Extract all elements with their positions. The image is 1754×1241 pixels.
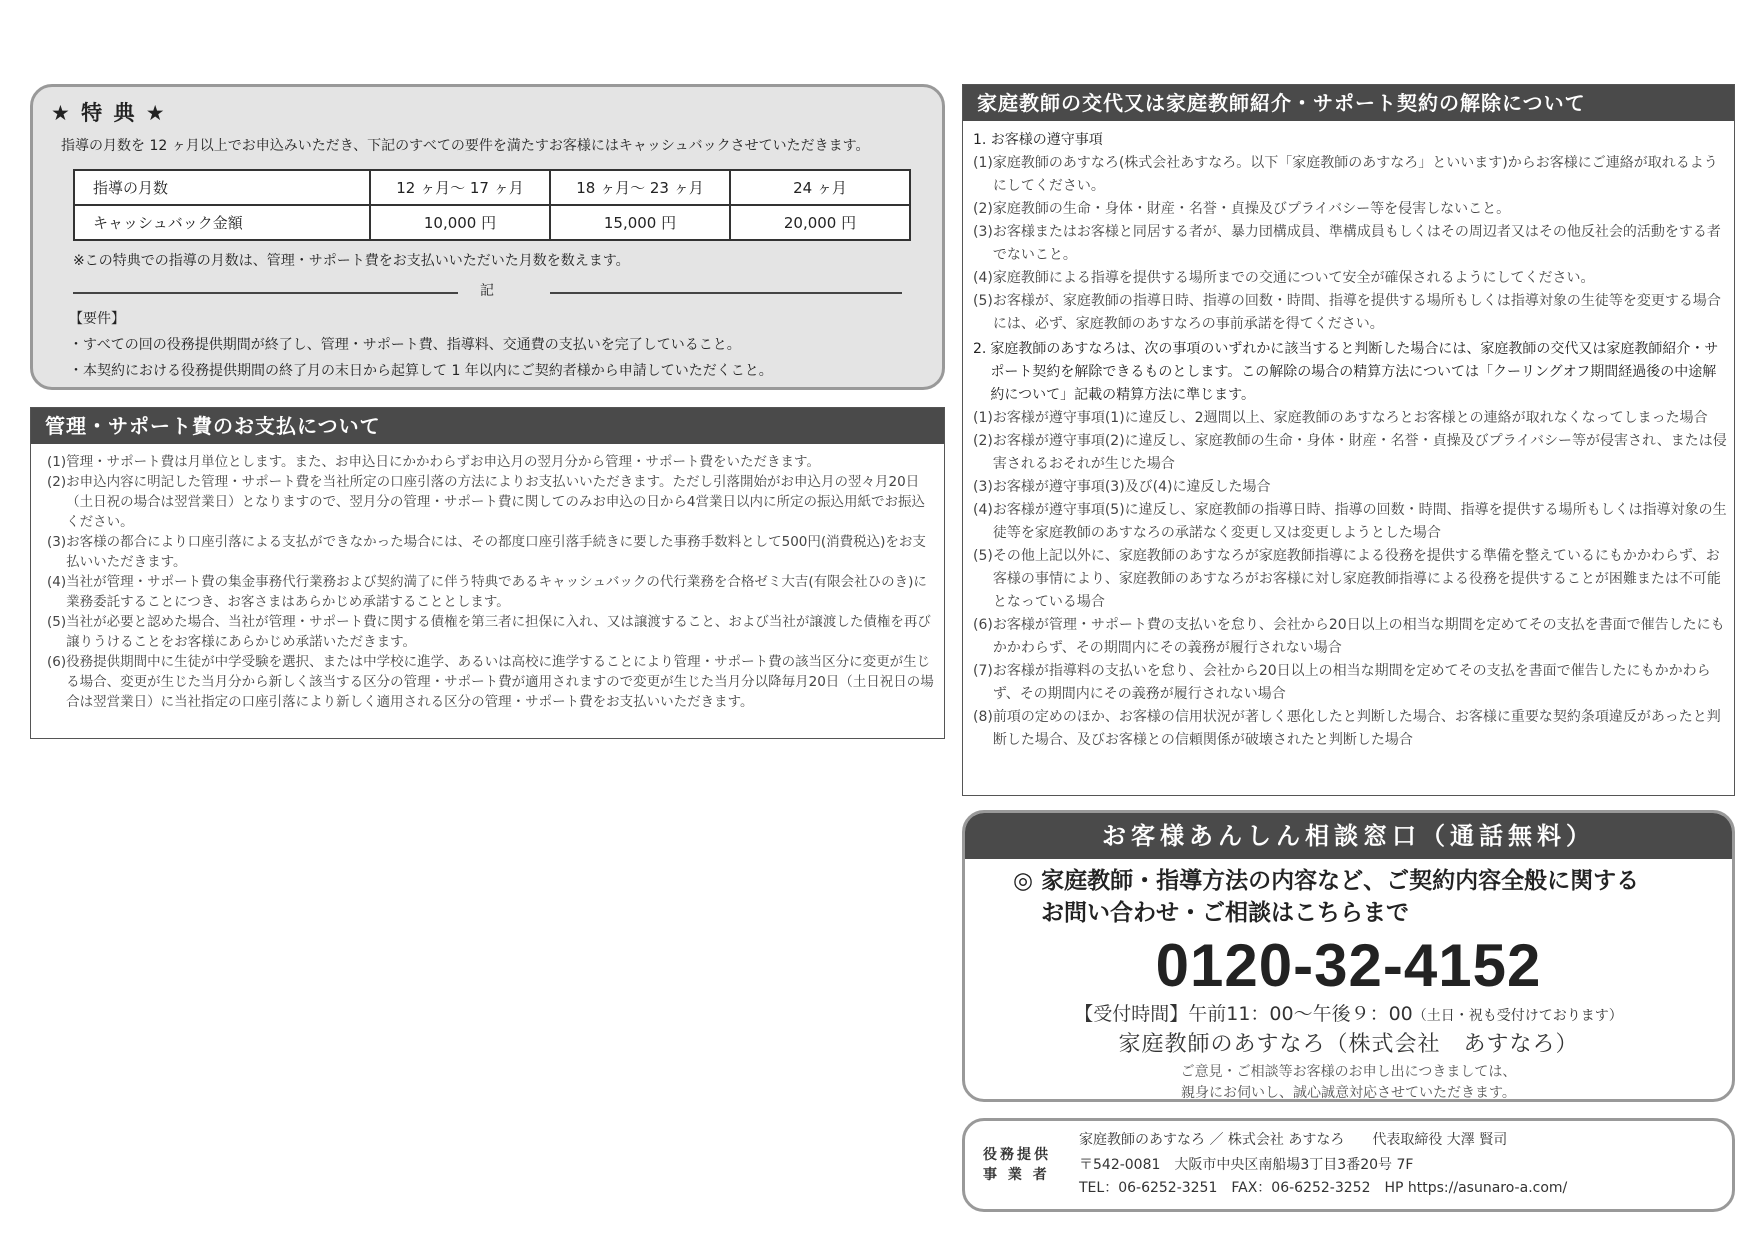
table-cell: 20,000 円: [730, 205, 910, 240]
tokuten-panel: [30, 84, 945, 390]
list-item: [973, 660, 1728, 706]
requirement-item: ・本契約における役務提供期間の終了月の末日から起算して 1 年以内にご契約者様から申請していただくこと。: [69, 363, 773, 379]
list-item: [973, 545, 1728, 614]
list-item: [973, 152, 1728, 198]
list-item: [973, 499, 1728, 545]
koutai-title: 家庭教師の交代又は家庭教師紹介・サポート契約の解除について: [963, 85, 1734, 121]
list-item: [973, 198, 1728, 221]
list-item: [973, 476, 1728, 499]
list-item: [973, 407, 1728, 430]
list-item: [47, 472, 937, 532]
list-item: [973, 614, 1728, 660]
divider: [550, 292, 902, 294]
item-text: 当社が必要と認めた場合、当社が管理・サポート費に関する債権を第三者に担保に入れ、又は譲渡すること、および当社が譲渡した債権を再び譲りうけることをお客様にあらかじめ承諾いただきます。: [66, 614, 931, 650]
item-text: 管理・サポート費は月単位とします。また、お申込日にかかわらずお申込月の翌月分から管理・サポート費をいただきます。: [66, 454, 820, 470]
list-item: [47, 612, 937, 652]
list-item: [973, 706, 1728, 752]
lead-line: ◎ 家庭教師・指導方法の内容など、ご契約内容全般に関する: [1013, 868, 1640, 894]
provider-company: 家庭教師のあすなろ ／ 株式会社 あすなろ 代表取締役 大澤 賢司: [1079, 1132, 1508, 1148]
list-item: [973, 290, 1728, 336]
reception-hours: [965, 999, 1732, 1026]
item-text: 家庭教師のあすなろ(株式会社あすなろ。以下「家庭教師のあすなろ」といいます)からお客様にご連絡が取れるようにしてください。: [992, 155, 1718, 194]
list-item: [973, 221, 1728, 267]
item-text: お申込内容に明記した管理・サポート費を当社所定の口座引落の方法によりお支払いいただきます。ただし引落開始がお申込月の翌々月20日（土日祝の場合は翌営業日）となりますので、翌月分の管理・サポート費に関してのみお申込の日から4営業日以内に所定の振込用紙でお振込ください。: [66, 474, 925, 530]
item-number: (1): [47, 454, 67, 470]
requirements-heading: 【要件】: [69, 311, 125, 327]
item-number: (2): [973, 433, 993, 449]
koutai-section: [962, 84, 1735, 796]
list-item: [47, 532, 937, 572]
consultation-lead: [1013, 865, 1639, 929]
list-item: [973, 267, 1728, 290]
kanri-section: [30, 407, 945, 739]
item-number: (5): [973, 293, 993, 309]
provider-label-line: 事 業 者: [983, 1167, 1050, 1183]
item-number: (3): [47, 534, 67, 550]
provider-panel: [962, 1118, 1735, 1212]
item-number: (5): [47, 614, 67, 630]
table-cell: 18 ヶ月〜 23 ヶ月: [550, 170, 730, 205]
kanri-list: [47, 452, 937, 712]
provider-label-line: 役務提供: [983, 1147, 1051, 1163]
list-item: [47, 572, 937, 612]
item-text: お客様が管理・サポート費の支払いを怠り、会社から20日以上の相当な期間を定めてその支払を書面で催告したにもかかわらず、その期間内にその義務が履行されない場合: [992, 617, 1725, 656]
list-item: [47, 452, 937, 472]
item-text: 家庭教師の生命・身体・財産・名誉・貞操及びプライバシー等を侵害しないこと。: [992, 201, 1511, 217]
item-text: お客様が遵守事項(3)及び(4)に違反した場合: [992, 479, 1271, 495]
item-number: (1): [973, 410, 993, 426]
table-cell: 24 ヶ月: [730, 170, 910, 205]
item-text: お客様が遵守事項(1)に違反し、2週間以上、家庭教師のあすなろとお客様との連絡が取れなくなってしまった場合: [992, 410, 1708, 426]
table-row: [74, 205, 910, 240]
table-cell: 15,000 円: [550, 205, 730, 240]
item-text: お客様が、家庭教師の指導日時、指導の回数・時間、指導を提供する場所もしくは指導対象の生徒等を変更する場合には、必ず、家庭教師のあすなろの事前承諾を得てください。: [992, 293, 1721, 332]
consultation-footnote: 親身にお伺いし、誠心誠意対応させていただきます。: [1181, 1085, 1516, 1101]
item-text: お客様が遵守事項(2)に違反し、家庭教師の生命・身体・財産・名誉・貞操及びプライバシー等が侵害され、または侵害されるおそれが生じた場合: [992, 433, 1727, 472]
tokuten-note: ※この特典での指導の月数は、管理・サポート費をお支払いいただいた月数を数えます。: [73, 253, 630, 269]
table-cell: 10,000 円: [370, 205, 550, 240]
table-cell: 12 ヶ月〜 17 ヶ月: [370, 170, 550, 205]
tokuten-intro: 指導の月数を 12 ヶ月以上でお申込みいただき、下記のすべての要件を満たすお客様にはキャッシュバックさせていただきます。: [61, 138, 870, 154]
section-text: 家庭教師のあすなろは、次の事項のいずれかに該当すると判断した場合には、家庭教師の交代又は家庭教師紹介・サポート契約を解除できるものとします。この解除の場合の精算方法については「クーリングオフ期間経過後の中途解約について」記載の精算方法に準じます。: [990, 341, 1719, 403]
item-text: お客様が遵守事項(5)に違反し、家庭教師の指導日時、指導の回数・時間、指導を提供する場所もしくは指導対象の生徒等を家庭教師のあすなろの承諾なく変更し又は変更しようとした場合: [992, 502, 1727, 541]
item-number: (6): [47, 654, 67, 670]
section-number: 2.: [973, 341, 987, 357]
cashback-table: [73, 169, 911, 241]
divider: [73, 292, 458, 294]
item-number: (4): [973, 270, 993, 286]
item-number: (7): [973, 663, 993, 679]
lead-line: お問い合わせ・ご相談はこちらまで: [1041, 900, 1409, 926]
item-number: (3): [973, 479, 993, 495]
item-number: (1): [973, 155, 993, 171]
table-cell: キャッシュバック金額: [74, 205, 370, 240]
consultation-title: お客様あんしん相談窓口（通話無料）: [965, 813, 1732, 859]
tokuten-title: ★ 特 典 ★: [51, 101, 167, 125]
table-row: [74, 170, 910, 205]
provider-address: 〒542-0081 大阪市中央区南船場3丁目3番20号 7F: [1079, 1157, 1414, 1173]
item-number: (4): [973, 502, 993, 518]
item-number: (6): [973, 617, 993, 633]
provider-label: [983, 1145, 1051, 1185]
phone-number[interactable]: 0120-32-4152: [1155, 932, 1542, 999]
item-text: 当社が管理・サポート費の集金事務代行業務および契約満了に伴う特典であるキャッシュバックの代行業務を合格ゼミ大吉(有限会社ひのき)に業務委託することにつき、お客さまはあらかじめ承諾することとします。: [66, 574, 927, 610]
item-text: お客様またはお客様と同居する者が、暴力団構成員、準構成員もしくはその周辺者又はその他反社会的活動をする者でないこと。: [992, 224, 1721, 263]
item-number: (2): [973, 201, 993, 217]
item-number: (3): [973, 224, 993, 240]
item-text: お客様が指導料の支払いを怠り、会社から20日以上の相当な期間を定めてその支払を書面で催告したにもかかわらず、その期間内にその義務が履行されない場合: [992, 663, 1711, 702]
item-text: 前項の定めのほか、お客様の信用状況が著しく悪化したと判断した場合、お客様に重要な契約条項違反があったと判断した場合、及びお客様との信頼関係が破壊されたと判断した場合: [992, 709, 1721, 748]
ki-label: 記: [480, 283, 494, 299]
koutai-body: [973, 129, 1728, 752]
company-name: 家庭教師のあすなろ（株式会社 あすなろ）: [1118, 1032, 1579, 1057]
hours-note: （土日・祝も受付けております）: [1412, 1008, 1623, 1024]
item-number: (2): [47, 474, 67, 490]
item-text: その他上記以外に、家庭教師のあすなろが家庭教師指導による役務を提供する準備を整えているにもかかわらず、お客様の事情により、家庭教師のあすなろがお客様に対し家庭教師指導による役務を提供することが困難または不可能となっている場合: [992, 548, 1721, 610]
item-number: (4): [47, 574, 67, 590]
consultation-footnote: ご意見・ご相談等お客様のお申し出につきましては、: [1180, 1064, 1517, 1080]
consultation-panel: [962, 810, 1735, 1102]
hours-text: 【受付時間】午前11：00〜午後９：00: [1074, 1003, 1413, 1025]
item-text: お客様の都合により口座引落による支払ができなかった場合には、その都度口座引落手続きに要した事務手数料として500円(消費税込)をお支払いいただきます。: [66, 534, 926, 570]
provider-contact[interactable]: TEL：06-6252-3251 FAX：06-6252-3252 HP https://asunaro-a.com/: [1079, 1180, 1568, 1196]
requirement-item: ・すべての回の役務提供期間が終了し、管理・サポート費、指導料、交通費の支払いを完了していること。: [69, 337, 741, 353]
item-text: 家庭教師による指導を提供する場所までの交通について安全が確保されるようにしてください。: [992, 270, 1595, 286]
section-heading: 1. お客様の遵守事項: [973, 132, 1103, 148]
kanri-title: 管理・サポート費のお支払について: [31, 408, 944, 444]
list-item: [47, 652, 937, 712]
item-number: (5): [973, 548, 993, 564]
list-item: [973, 430, 1728, 476]
section-paragraph: [973, 338, 1728, 407]
table-cell: 指導の月数: [74, 170, 370, 205]
item-text: 役務提供期間中に生徒が中学受験を選択、または中学校に進学、あるいは高校に進学することにより管理・サポート費の該当区分に変更が生じる場合、変更が生じた当月分から新しく該当する区分の管理・サポート費が適用されますので変更が生じた当月分以降毎月20日（土日祝日の場合は翌営業日）に当社指定の口座引落により新しく適用される区分の管理・サポート費をお支払いいただきます。: [66, 654, 934, 710]
item-number: (8): [973, 709, 993, 725]
